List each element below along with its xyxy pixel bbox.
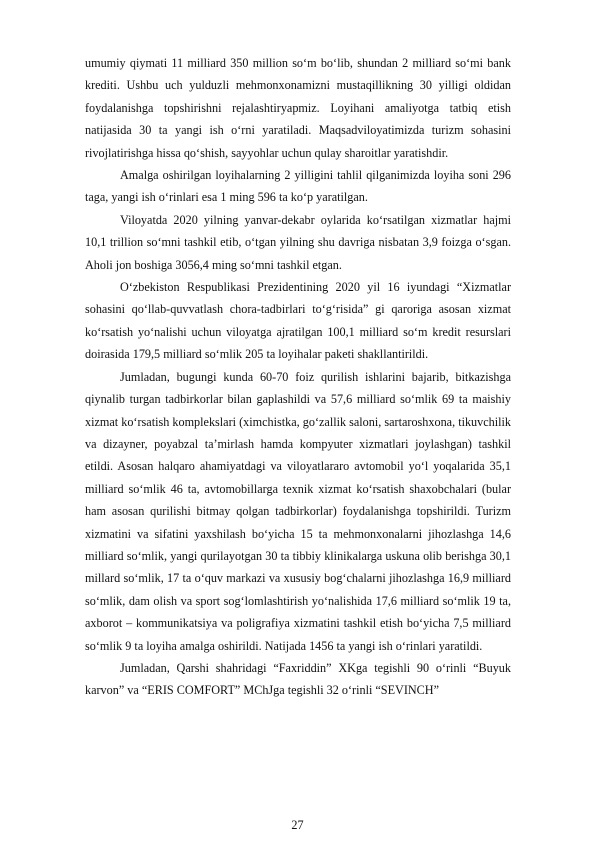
paragraph-services-volume: Viloyatda 2020 yilning yanvar-dekabr oylarida ko‘rsatilgan xizmatlar hajmi 10,1 trillion so‘mni tashkil etib, o‘tgan yilning shu davriga nisbatan 3,9 foizga o‘sgan. Aholi jon boshiga 3056,4 ming so‘mni tashkil etgan. — [85, 212, 511, 272]
paragraph-qarshi-hotels: Jumladan, Qarshi shahridagi “Faxriddin” XKga tegishli 90 o‘rinli “Buyuk karvon” va “ERIS COMFORT” MChJga tegishli 32 o‘rinli “SEVINCH” — [85, 660, 511, 698]
paragraph-projects-detail: Jumladan, bugungi kunda 60-70 foiz qurilish ishlarini bajarib, bitkazishga qiynalib turgan tadbirkorlar bilan gaplashildi va 57,6 milliard so‘mlik 69 ta maishiy xizmat ko‘rsatish komplekslari (ximchistka, go‘zallik saloni, sartaroshxona, tikuvchilik va dizayner, poyabzal ta’mirlash hamda kompyuter xizmatlari joylashgan) tashkil etildi. Asosan halqaro ahamiyatdagi va viloyatlararo avtomobil yo‘l yoqalarida 35,1 milliard so‘mlik 46 ta, avtomobillarga texnik xizmat ko‘rsatish shaxobchalari (bular ham asosan qurilishi bitmay qolgan tadbirkorlar) foydalanishga topshirildi. Turizm xizmatini va sifatini yaxshilash bo‘yicha 15 ta mehmonxonalarni jihozlashga 14,6 milliard so‘mlik, yangi qurilayotgan 30 ta tibbiy klinikalarga uskuna olib berishga 30,1 millard so‘mlik, 17 ta o‘quv markazi va xususiy bog‘chalarni jihozlashga 16,9 milliard so‘mlik, dam olish va sport sog‘lomlashtirish yo‘nalishida 17,6 milliard so‘mlik 19 ta, axborot – kommunikatsiya va poligrafiya xizmatini tashkil etish bo‘yicha 7,5 milliard so‘mlik 9 ta loyiha amalga oshirildi. Natijada 1456 ta yangi ish o‘rinlari yaratildi. — [85, 369, 511, 653]
paragraph-two-year-analysis: Amalga oshirilgan loyihalarning 2 yilligini tahlil qilganimizda loyiha soni 296 taga, yangi ish o‘rinlari esa 1 ming 596 ta ko‘p yaratilgan. — [85, 168, 511, 205]
document-body — [85, 52, 511, 702]
paragraph-presidential-decree: O‘zbekiston Respublikasi Prezidentining 2020 yil 16 iyundagi “Xizmatlar sohasini qo‘llab-quvvatlash chora-tadbirlari to‘g‘risida” gi qaroriga asosan xizmat ko‘rsatish yo‘nalishi uchun viloyatga ajratilgan 100,1 milliard so‘m kredit resurslari doirasida 179,5 milliard so‘mlik 205 ta loyihalar paketi shakllantirildi. — [85, 280, 511, 362]
paragraph-hotel-project: umumiy qiymati 11 milliard 350 million so‘m bo‘lib, shundan 2 milliard so‘mi bank krediti. Ushbu uch yulduzli mehmonxonamizni mustaqillikning 30 yilligi oldidan foydalanishga topshirishni rejalashtiryapmiz. Loyihani amaliyotga tatbiq etish natijasida 30 ta yangi ish o‘rni yaratiladi. Maqsadviloyatimizda turizm sohasini rivojlatirishga hissa qo‘shish, sayyohlar uchun qulay sharoitlar yaratishdir. — [85, 56, 511, 160]
page-number: 27 — [291, 818, 304, 832]
